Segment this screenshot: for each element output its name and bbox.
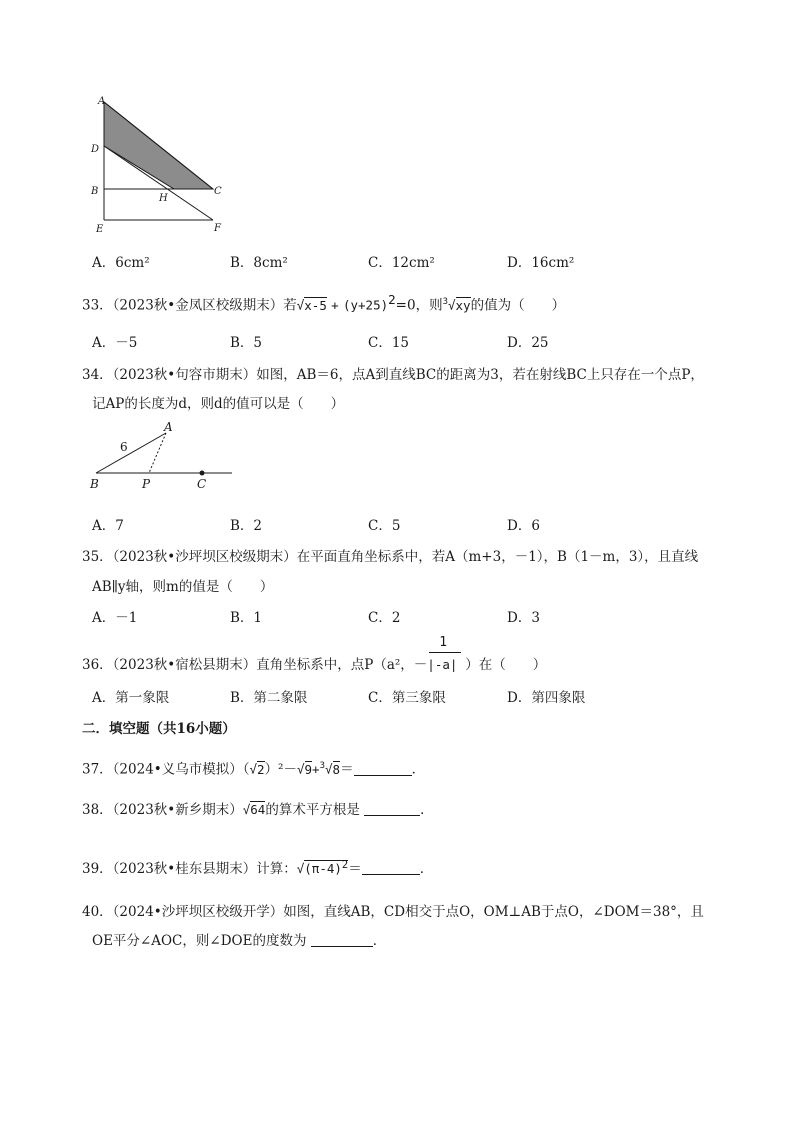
q33-prefix: 33．（2023秋•金凤区校级期末）若	[82, 297, 297, 314]
plus-sign: +	[312, 761, 320, 777]
label-B: B	[91, 186, 99, 197]
fraction-numerator: 1	[439, 635, 448, 650]
fraction-denominator: |-a|	[427, 657, 458, 672]
label-C: C	[197, 477, 207, 491]
q37-equals: ＝	[340, 761, 354, 778]
label-P: P	[142, 477, 151, 491]
y-plus-25: (y+25)	[342, 297, 389, 313]
q35-option-d: D．3	[507, 610, 540, 626]
q36-option-b: B．第二象限	[230, 690, 308, 706]
question-35-line2: AB∥y轴，则m的值是（ ）	[92, 579, 274, 595]
answer-blank[interactable]	[354, 761, 412, 776]
sqrt-2: √2	[249, 761, 265, 777]
q38-end: ．	[420, 802, 434, 818]
plus-sign: +	[331, 297, 339, 313]
label-6: 6	[120, 440, 128, 454]
q33-suffix: 的值为（ ）	[470, 297, 566, 314]
q36-option-c: C．第三象限	[368, 690, 446, 706]
question-36	[82, 635, 547, 675]
question-39	[82, 855, 433, 879]
cube-root-index: 3	[442, 297, 448, 307]
label-H: H	[159, 193, 168, 204]
q40-line2-text: OE平分∠AOC，则∠DOE的度数为	[92, 933, 307, 949]
fraction	[427, 635, 465, 675]
q35-option-b: B．1	[230, 610, 263, 626]
q33-equals: =0，则	[395, 297, 443, 314]
question-35-line1: 35．（2023秋•沙坪坝区校级期末）在平面直角坐标系中，若A（m+3，－1），B（1－m，3），且直线	[82, 549, 699, 565]
sqrt-9: √9	[296, 761, 313, 777]
cube-root-xy: √xy	[448, 297, 471, 313]
label-A: A	[98, 96, 106, 107]
answer-blank[interactable]	[362, 860, 420, 875]
label-A: A	[164, 420, 173, 434]
question-34-line2: 记AP的长度为d，则d的值可以是（ ）	[92, 396, 345, 412]
q32-option-b: B．8cm²	[230, 255, 288, 271]
question-40-line2	[92, 931, 386, 951]
label-D: D	[91, 144, 100, 155]
q40-end: ．	[372, 933, 387, 949]
label-C: C	[214, 186, 222, 197]
q36-prefix: 36．（2023秋•宿松县期末）直角坐标系中，点P（a²，－	[82, 657, 428, 673]
label-E: E	[96, 224, 104, 235]
exponent-2: 2	[388, 292, 396, 307]
q34-option-c: C．5	[368, 518, 401, 534]
q39-equals: ＝	[348, 861, 362, 878]
q37-end: ．	[411, 761, 426, 778]
q35-option-a: A．－1	[92, 610, 138, 626]
q36-suffix: ）在（ ）	[465, 657, 547, 673]
question-34-line1: 34．（2023秋•句容市期末）如图，AB＝6，点A到直线BC的距离为3，若在射线BC上只存在一个点P，	[82, 367, 704, 383]
q37-mid: ）²－	[264, 761, 297, 778]
question-37	[82, 756, 425, 780]
sqrt-pi-minus-4-squared: $√(\pi-4)^2$	[296, 859, 349, 877]
figure-q34	[84, 418, 244, 493]
answer-blank[interactable]	[311, 932, 373, 947]
q32-option-d: D．16cm²	[507, 255, 575, 271]
q33-option-a: A．－5	[92, 335, 138, 351]
q36-option-d: D．第四象限	[507, 690, 586, 706]
answer-blank[interactable]	[364, 801, 420, 816]
q33-option-b: B．5	[230, 335, 263, 351]
q34-option-d: D．6	[507, 518, 540, 534]
sqrt-x-minus-5: √x-5	[296, 297, 327, 313]
cube-root-index: 3	[319, 761, 325, 771]
q37-prefix: 37．（2024•义乌市模拟）（	[82, 761, 250, 778]
section-fill-in-title: 二．填空题（共16小题）	[82, 721, 236, 737]
q35-option-c: C．2	[368, 610, 401, 626]
q34-option-b: B．2	[230, 518, 263, 534]
q38-suffix: 的算术平方根是	[265, 802, 360, 818]
q36-option-a: A．第一象限	[92, 690, 170, 706]
label-B: B	[90, 477, 99, 491]
q32-option-a: A．6cm²	[92, 255, 150, 271]
triangle-figure-q32	[80, 90, 240, 240]
q39-end: ．	[419, 861, 434, 878]
label-F: F	[214, 223, 221, 234]
q34-option-a: A．7	[92, 518, 124, 534]
question-33	[82, 290, 565, 316]
sqrt-64: √64	[242, 802, 266, 817]
cube-root-8: √8	[325, 761, 341, 777]
q33-option-d: D．25	[507, 335, 549, 351]
q39-prefix: 39．（2023秋•桂东县期末）计算：	[82, 861, 297, 878]
q33-option-c: C．15	[368, 335, 410, 351]
q32-option-c: C．12cm²	[368, 255, 435, 271]
question-40-line1: 40．（2024•沙坪坝区校级开学）如图，直线AB，CD相交于点O，OM⊥AB于点O，∠DOM＝38°，且	[82, 904, 704, 920]
q38-prefix: 38．（2023秋•新乡期末）	[82, 802, 243, 818]
question-38	[82, 800, 434, 820]
